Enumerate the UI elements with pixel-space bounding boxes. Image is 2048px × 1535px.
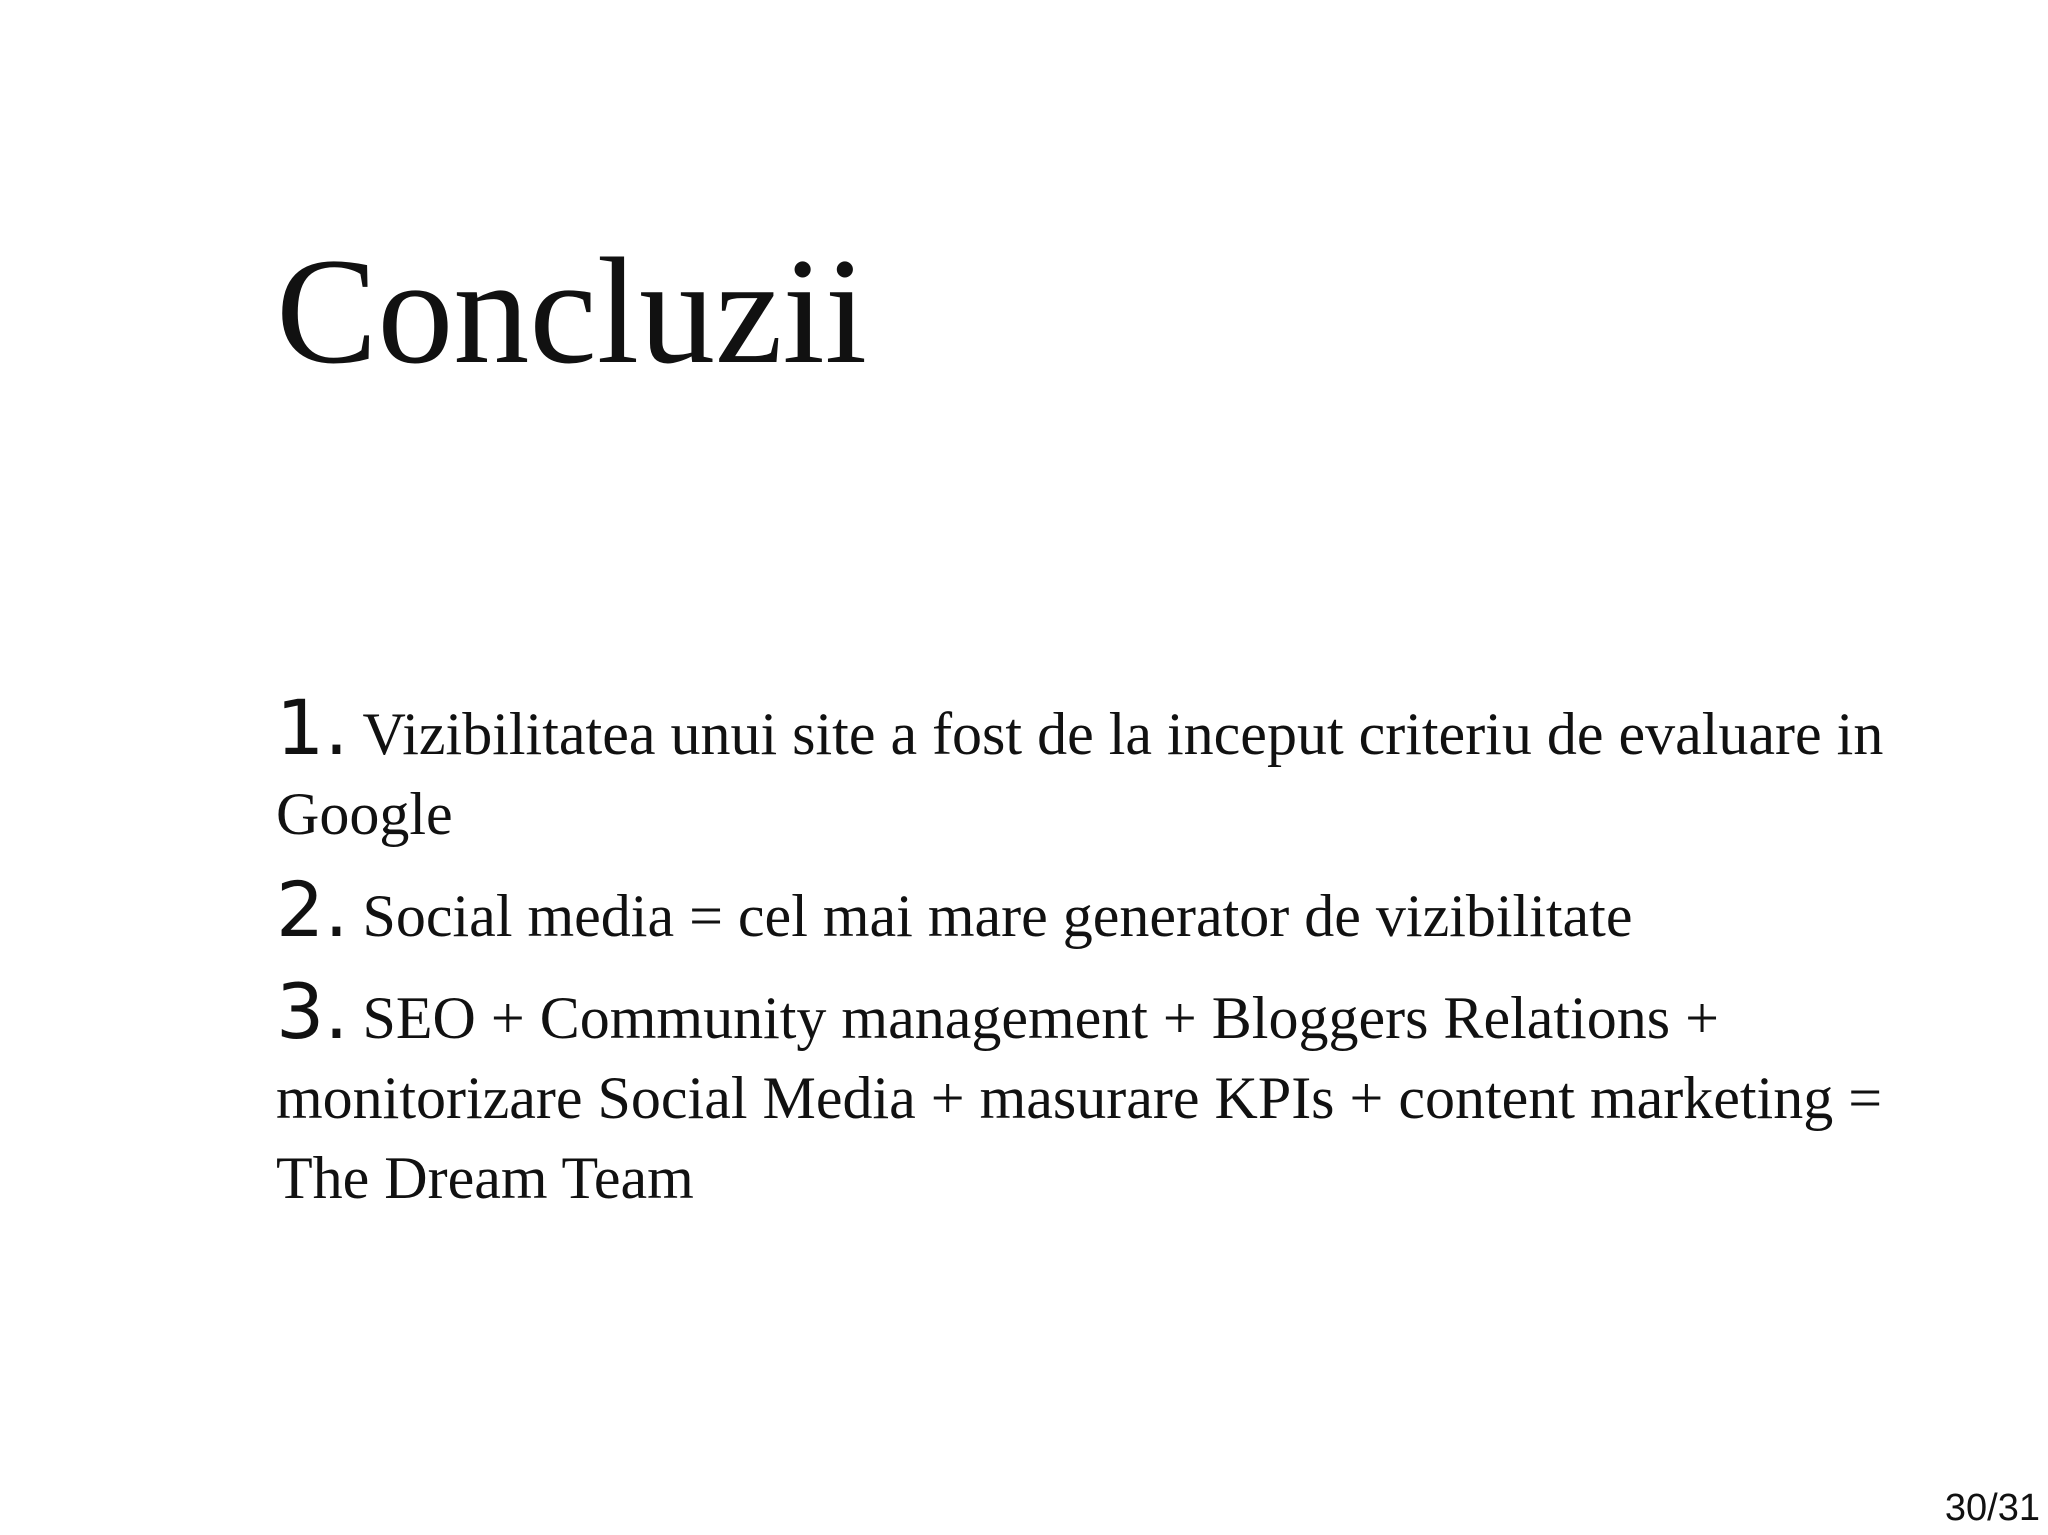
item-text: SEO + Community management + Bloggers Relations + monitorizare Social Media + masurare KPIs + content marketing = The Dream Team: [276, 985, 1883, 1211]
item-number: 2.: [276, 865, 349, 954]
item-text: Social media = cel mai mare generator de vizibilitate: [362, 883, 1633, 949]
item-text: Vizibilitatea unui site a fost de la inceput criteriu de evaluare in Google: [276, 701, 1884, 847]
page-number: 30/31: [1944, 1487, 2040, 1529]
item-number: 3.: [276, 967, 349, 1056]
list-item: [276, 967, 1896, 1218]
list-item: [276, 683, 1896, 854]
list-item: [276, 865, 1896, 956]
item-number: 1.: [276, 683, 349, 772]
slide-title: Concluzii: [276, 227, 868, 395]
conclusions-list: [276, 683, 1896, 1236]
